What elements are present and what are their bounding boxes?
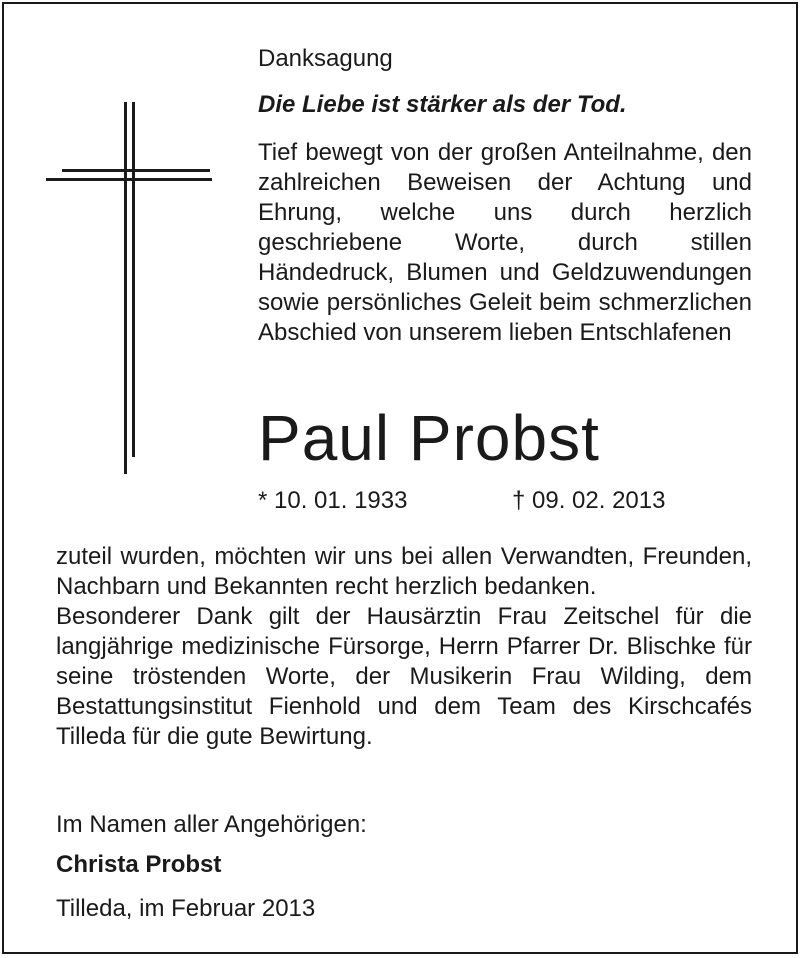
body-text (56, 542, 752, 752)
deceased-name: Paul Probst (258, 402, 600, 474)
notice-heading: Danksagung (258, 45, 393, 72)
signer-name: Christa Probst (56, 851, 222, 878)
thanks-paragraph: zuteil wurden, möchten wir uns bei allen Verwandten, Freunden, Nachbarn und Bekannten recht herzlich bedanken. (56, 543, 752, 600)
birth-date: * 10. 01. 1933 (258, 487, 408, 514)
special-thanks-paragraph: Besonderer Dank gilt der Hausärztin Frau Zeitschel für die langjährige medizinische Fürsorge, Herrn Pfarrer Dr. Blischke für seine tröstenden Worte, der Musikerin Frau Wilding, dem Bestattungsinstitut Fienhold und dem Team des Kirschcafés Tilleda für die gute Bewirtung. (56, 603, 752, 750)
obituary-notice (2, 2, 798, 954)
death-date: † 09. 02. 2013 (512, 487, 666, 514)
place-date: Tilleda, im Februar 2013 (56, 895, 316, 922)
intro-paragraph: Tief bewegt von der großen Anteilnahme, den zahlreichen Beweisen der Achtung und Ehrung, welche uns durch herzlich geschriebene Worte, durch stillen Händedruck, Blumen und Geldzuwendungen sowie persönliches Geleit beim schmerzlichen Abschied von unserem lieben Entschlafenen (258, 139, 752, 346)
motto: Die Liebe ist stärker als der Tod. (258, 91, 627, 118)
cross-icon (46, 102, 212, 474)
closing-line: Im Namen aller Angehörigen: (56, 811, 367, 838)
